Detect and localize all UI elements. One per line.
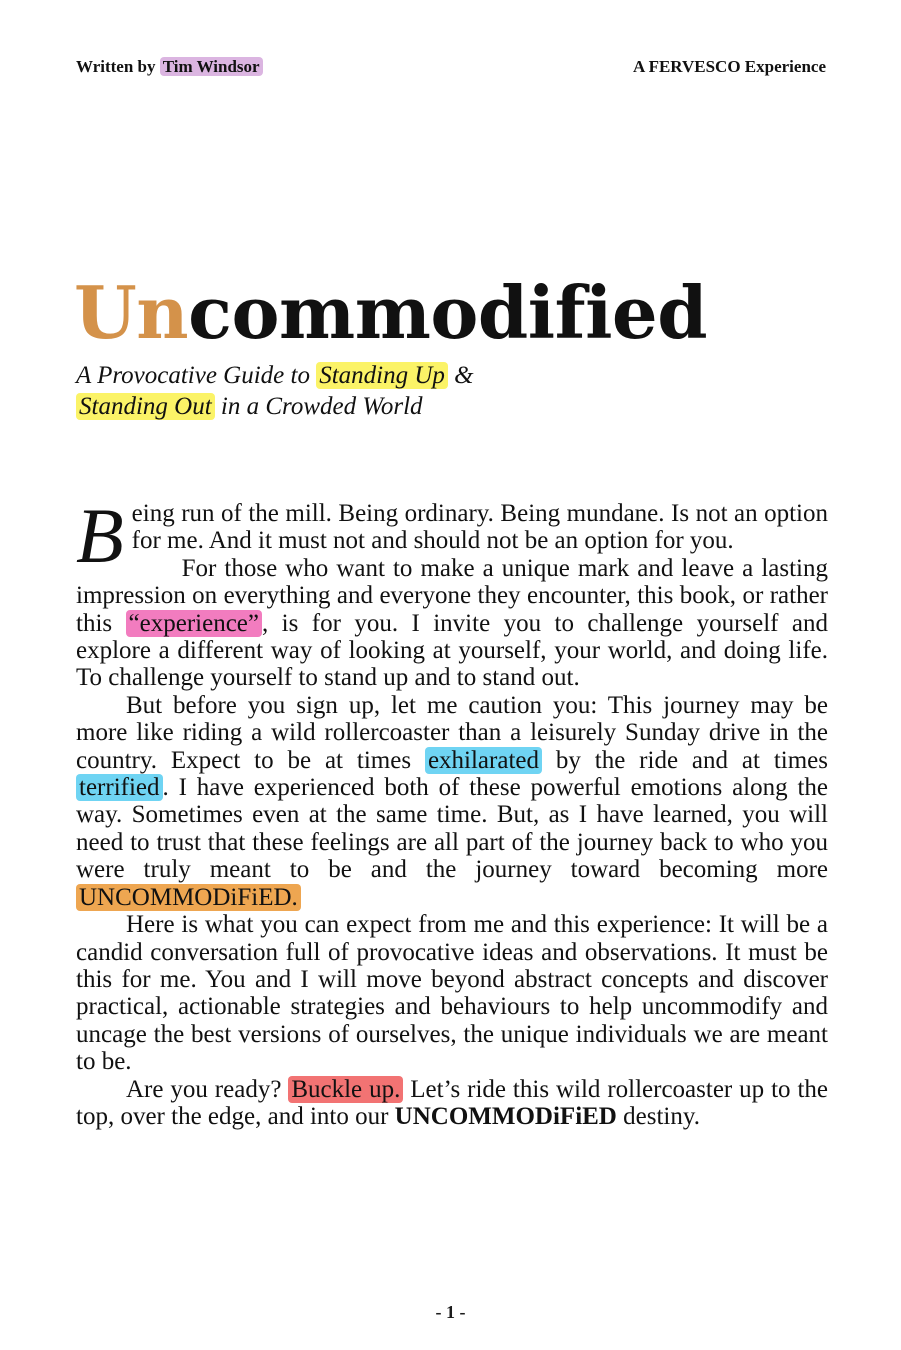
paragraph-3-post: . I have experienced both of these powerful emotions along the way. Sometimes even at the same time. But, as I have learned, you will need to trust that these feelings are all part of the journey back to who you were truly meant to be and the journey toward becoming more xyxy=(76,774,828,884)
highlight-uncommodified: UNCOMMODiFiED. xyxy=(76,884,301,911)
title-accent: Un xyxy=(74,270,189,355)
drop-cap: B xyxy=(76,492,124,579)
paragraph-5-pre: Are you ready? xyxy=(126,1075,289,1103)
paragraph-5-mid: Let’s ride this wild rollercoaster up to the top, over the edge, and into our xyxy=(76,1075,828,1130)
highlight-standing-out: Standing Out xyxy=(76,393,215,420)
paragraph-1-text: eing run of the mill. Being ordinary. Being mundane. Is not an option for me. And it must not and should not be an option for you. xyxy=(131,500,828,555)
title-rest: commodified xyxy=(188,270,708,355)
paragraph-1 xyxy=(76,492,828,579)
book-subtitle xyxy=(76,360,676,422)
body-text xyxy=(76,492,828,1130)
highlight-experience: “experience” xyxy=(126,610,262,637)
paragraph-4 xyxy=(76,911,828,1075)
highlight-standing-up: Standing Up xyxy=(316,362,448,389)
brand-label: A FERVESCO Experience xyxy=(632,57,826,76)
uncommodified-bold: UNCOMMODiFiED xyxy=(394,1102,617,1130)
paragraph-4-text: Here is what you can expect from me and this experience: It will be a candid conversation full of provocative ideas and observations. It must be this for me. You and I will move beyond abstract concepts and discover practical, actionable strategies and behaviours to help uncommodify and uncage the best versions of ourselves, the unique individuals we are meant to be. xyxy=(76,911,828,1076)
paragraph-2-pre: For those who want to make a unique mark and leave a lasting impression on everything and everyone they encounter, this book, or rather this xyxy=(76,554,828,637)
paragraph-3-mid: by the ride and at times xyxy=(542,746,828,774)
subtitle-amp: & xyxy=(447,362,474,389)
highlight-buckle-up: Buckle up. xyxy=(288,1076,403,1103)
paragraph-5 xyxy=(76,1076,828,1131)
paragraph-3-pre: But before you sign up, let me caution you: This journey may be more like riding a wild rollercoaster than a leisurely Sunday drive in the country. Expect to be at times xyxy=(76,691,828,774)
paragraph-5-post: destiny. xyxy=(616,1102,700,1130)
subtitle-pre: A Provocative Guide to xyxy=(76,362,310,389)
subtitle-post: in a Crowded World xyxy=(214,393,423,420)
highlight-exhilarated: exhilarated xyxy=(425,747,542,774)
author-name: Tim Windsor xyxy=(160,57,263,76)
paragraph-2 xyxy=(76,555,828,692)
paragraph-2-post: , is for you. I invite you to challenge yourself and explore a different way of looking at yourself, your world, and doing life. To challenge yourself to stand up and to stand out. xyxy=(76,609,828,692)
author-credit xyxy=(76,57,263,77)
written-by-label: Written by xyxy=(76,57,156,76)
book-title xyxy=(74,272,707,355)
highlight-terrified: terrified xyxy=(76,774,163,801)
page-number: - 1 - xyxy=(435,1302,466,1322)
paragraph-3 xyxy=(76,692,828,911)
